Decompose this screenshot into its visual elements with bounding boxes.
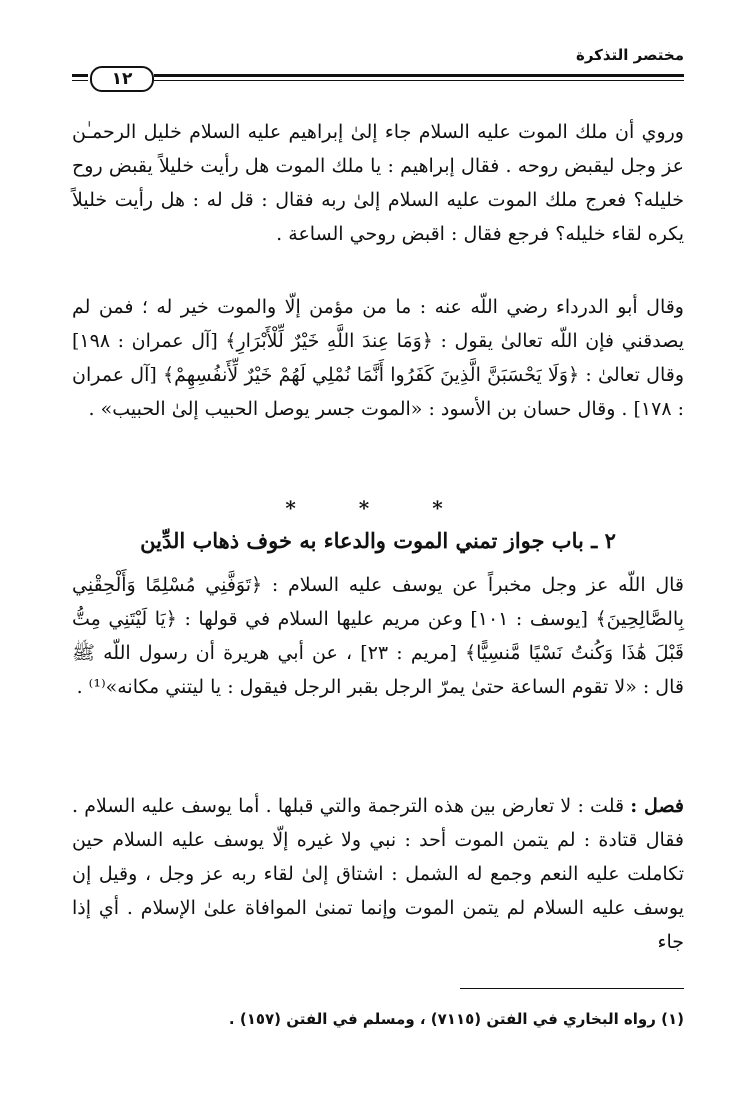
header-rule-thick bbox=[154, 74, 684, 77]
header-rule-left-thin bbox=[72, 80, 88, 81]
paragraph-angel-of-death: وروي أن ملك الموت عليه السلام جاء إلىٰ إبراهيم عليه السلام خليل الرحمـٰن عز وجل ليقبض روحه . فقال إبراهيم : يا ملك الموت هل رأيت خليلاً يقبض روح خليله؟ فعرج ملك الموت عليه السلام إلىٰ ربه فقال : قل له : هل رأيت خليلاً يكره لقاء خليله؟ فرجع فقال : اقبض روحي الساعة . bbox=[72, 121, 684, 245]
footnote: (١) رواه البخاري في الفتن (٧١١٥) ، ومسلم في الفتن (١٥٧) . bbox=[228, 1010, 684, 1028]
fasl-text: قلت : لا تعارض بين هذه الترجمة والتي قبلها . أما يوسف عليه السلام . فقال قتادة : لم يتمن الموت أحد : نبي ولا غيره إلّا يوسف عليه السلام حين تكاملت عليه النعم وجمع له الشمل : اشتاق إلىٰ لقاء ربه عز وجل ، وقيل إن يوسف عليه السلام لم يتمن الموت وإنما تمنىٰ الموافاة علىٰ الإسلام . أي إذا جاء bbox=[72, 795, 684, 953]
page-number: ١٢ bbox=[90, 66, 154, 92]
page-header bbox=[72, 46, 684, 96]
header-rule-left-thick bbox=[72, 74, 88, 77]
footnote-divider bbox=[460, 988, 684, 989]
paragraph-fasl bbox=[72, 789, 684, 959]
header-rule-thin bbox=[154, 80, 684, 81]
chapter-title: ٢ ـ باب جواز تمني الموت والدعاء به خوف ذهاب الدِّين bbox=[140, 528, 616, 553]
section-separator-stars: * * * bbox=[285, 496, 471, 520]
running-title: مختصر التذكرة bbox=[575, 46, 684, 64]
paragraph-yusuf-maryam: قال اللّه عز وجل مخبراً عن يوسف عليه السلام : ﴿تَوَفَّنِي مُسْلِمًا وَأَلْحِقْنِي بِالصَّالِحِينَ﴾ [يوسف : ١٠١] وعن مريم عليها السلام في قولها : ﴿يَا لَيْتَنِي مِتُّ قَبْلَ هَٰذَا وَكُنتُ نَسْيًا مَّنسِيًّا﴾ [مريم : ٢٣] ، عن أبي هريرة أن رسول اللّه ﷺ قال : «لا تقوم الساعة حتىٰ يمرّ الرجل بقبر الرجل فيقول : يا ليتني مكانه»⁽¹⁾ . bbox=[72, 574, 685, 698]
paragraph-abu-darda: وقال أبو الدرداء رضي اللّه عنه : ما من مؤمن إلّا والموت خير له ؛ فمن لم يصدقني فإن اللّه تعالىٰ يقول : ﴿وَمَا عِندَ اللَّهِ خَيْرٌ لِّلْأَبْرَارِ﴾ [آل عمران : ١٩٨] وقال تعالىٰ : ﴿وَلَا يَحْسَبَنَّ الَّذِينَ كَفَرُوا أَنَّمَا نُمْلِي لَهُمْ خَيْرٌ لِّأَنفُسِهِمْ﴾ [آل عمران : ١٧٨] . وقال حسان بن الأسود : «الموت جسر يوصل الحبيب إلىٰ الحبيب» . bbox=[72, 296, 684, 420]
fasl-label: فصل : bbox=[630, 795, 685, 817]
